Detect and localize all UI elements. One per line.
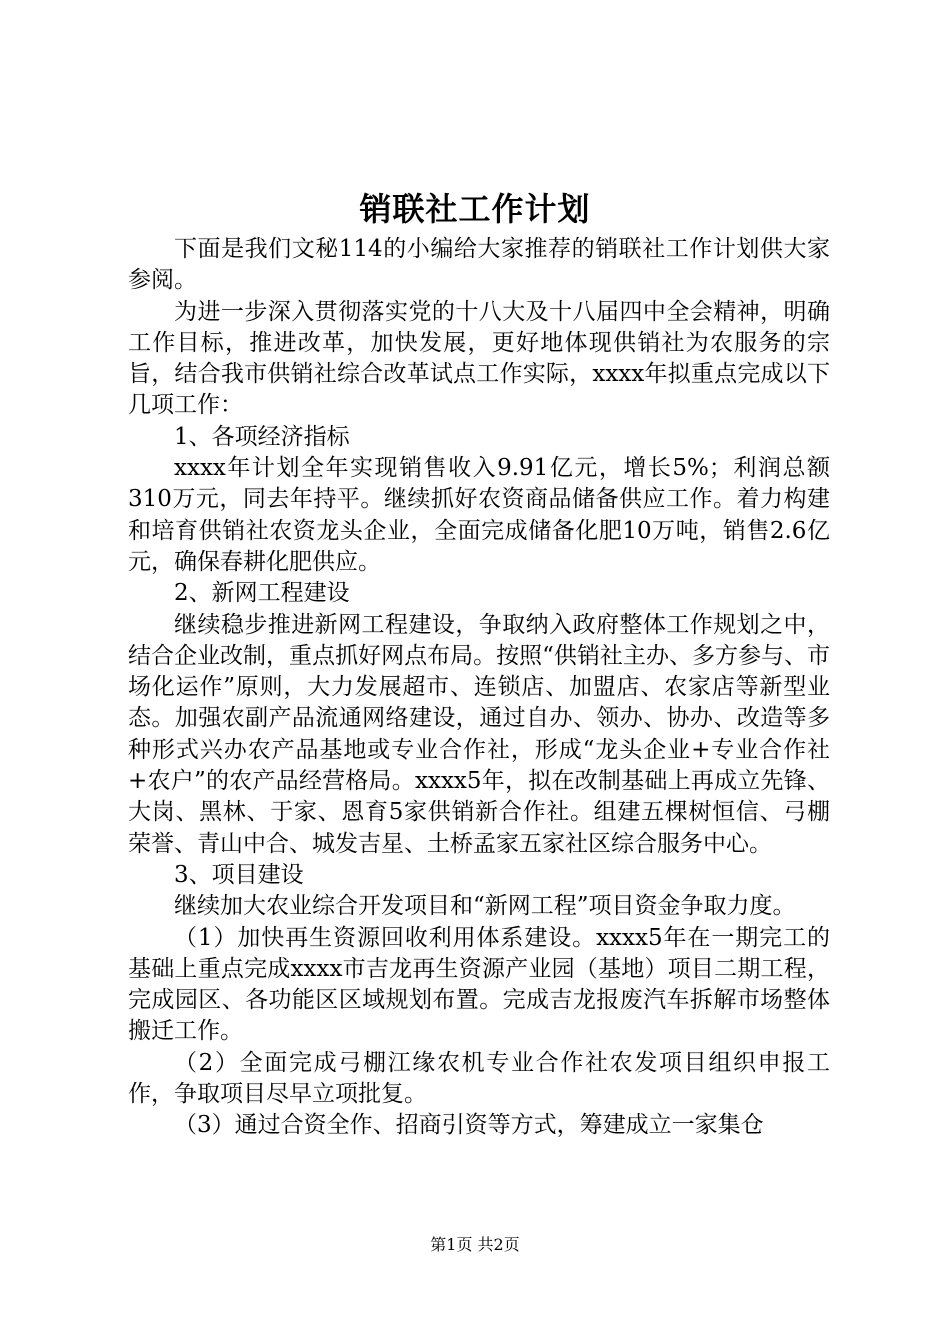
- paragraph-project-1: （1）加快再生资源回收利用体系建设。xxxx5年在一期完工的基础上重点完成xxxx市吉龙再生资源产业园（基地）项目二期工程，完成园区、各功能区区域规划布置。完成吉龙报废汽车拆解市场整体搬迁工作。: [128, 924, 830, 1045]
- document-title: 销联社工作计划: [359, 190, 591, 228]
- section-heading-economic: 1、各项经济指标: [174, 423, 350, 450]
- paragraph-economic: xxxx年计划全年实现销售收入9.91亿元，增长5%；利润总额310万元，同去年持平。继续抓好农资商品储备供应工作。着力构建和培育供销社农资龙头企业，全面完成储备化肥10万吨，销售2.6亿元，确保春耕化肥供应。: [128, 455, 830, 575]
- paragraph-project-3: （3）通过合资全作、招商引资等方式，筹建成立一家集仓: [174, 1112, 764, 1139]
- section-heading-projects: 3、项目建设: [174, 861, 304, 888]
- paragraph-intro: 下面是我们文秘114的小编给大家推荐的销联社工作计划供大家参阅。: [128, 236, 830, 294]
- paragraph-projects: 继续加大农业综合开发项目和“新网工程”项目资金争取力度。: [174, 893, 796, 920]
- paragraph-project-2: （2）全面完成弓棚江缘农机专业合作社农发项目组织申报工作，争取项目尽早立项批复。: [128, 1049, 830, 1108]
- paragraph-network: 继续稳步推进新网工程建设，争取纳入政府整体工作规划之中，结合企业改制，重点抓好网点布局。按照“供销社主办、多方参与、市场化运作”原则，大力发展超市、连锁店、加盟店、农家店等新型业态。加强农副产品流通网络建设，通过自办、领办、协办、改造等多种形式兴办农产品基地或专业合作社，形成“龙头企业+专业合作社+农户”的农产品经营格局。xxxx5年，拟在改制基础上再成立先锋、大岗、黑林、于家、恩育5家供销新合作社。组建五棵树恒信、弓棚荣誉、青山中合、城发吉星、土桥孟家五家社区综合服务中心。: [128, 611, 830, 857]
- section-heading-network: 2、新网工程建设: [174, 580, 350, 607]
- page-footer: 第1页 共2页: [430, 1235, 520, 1254]
- document-body: [128, 234, 830, 1142]
- paragraph-purpose: 为进一步深入贯彻落实党的十八大及十八届四中全会精神，明确工作目标，推进改革，加快发展，更好地体现供销社为农服务的宗旨，结合我市供销社综合改革试点工作实际，xxxx年拟重点完成以下几项工作：: [128, 298, 830, 419]
